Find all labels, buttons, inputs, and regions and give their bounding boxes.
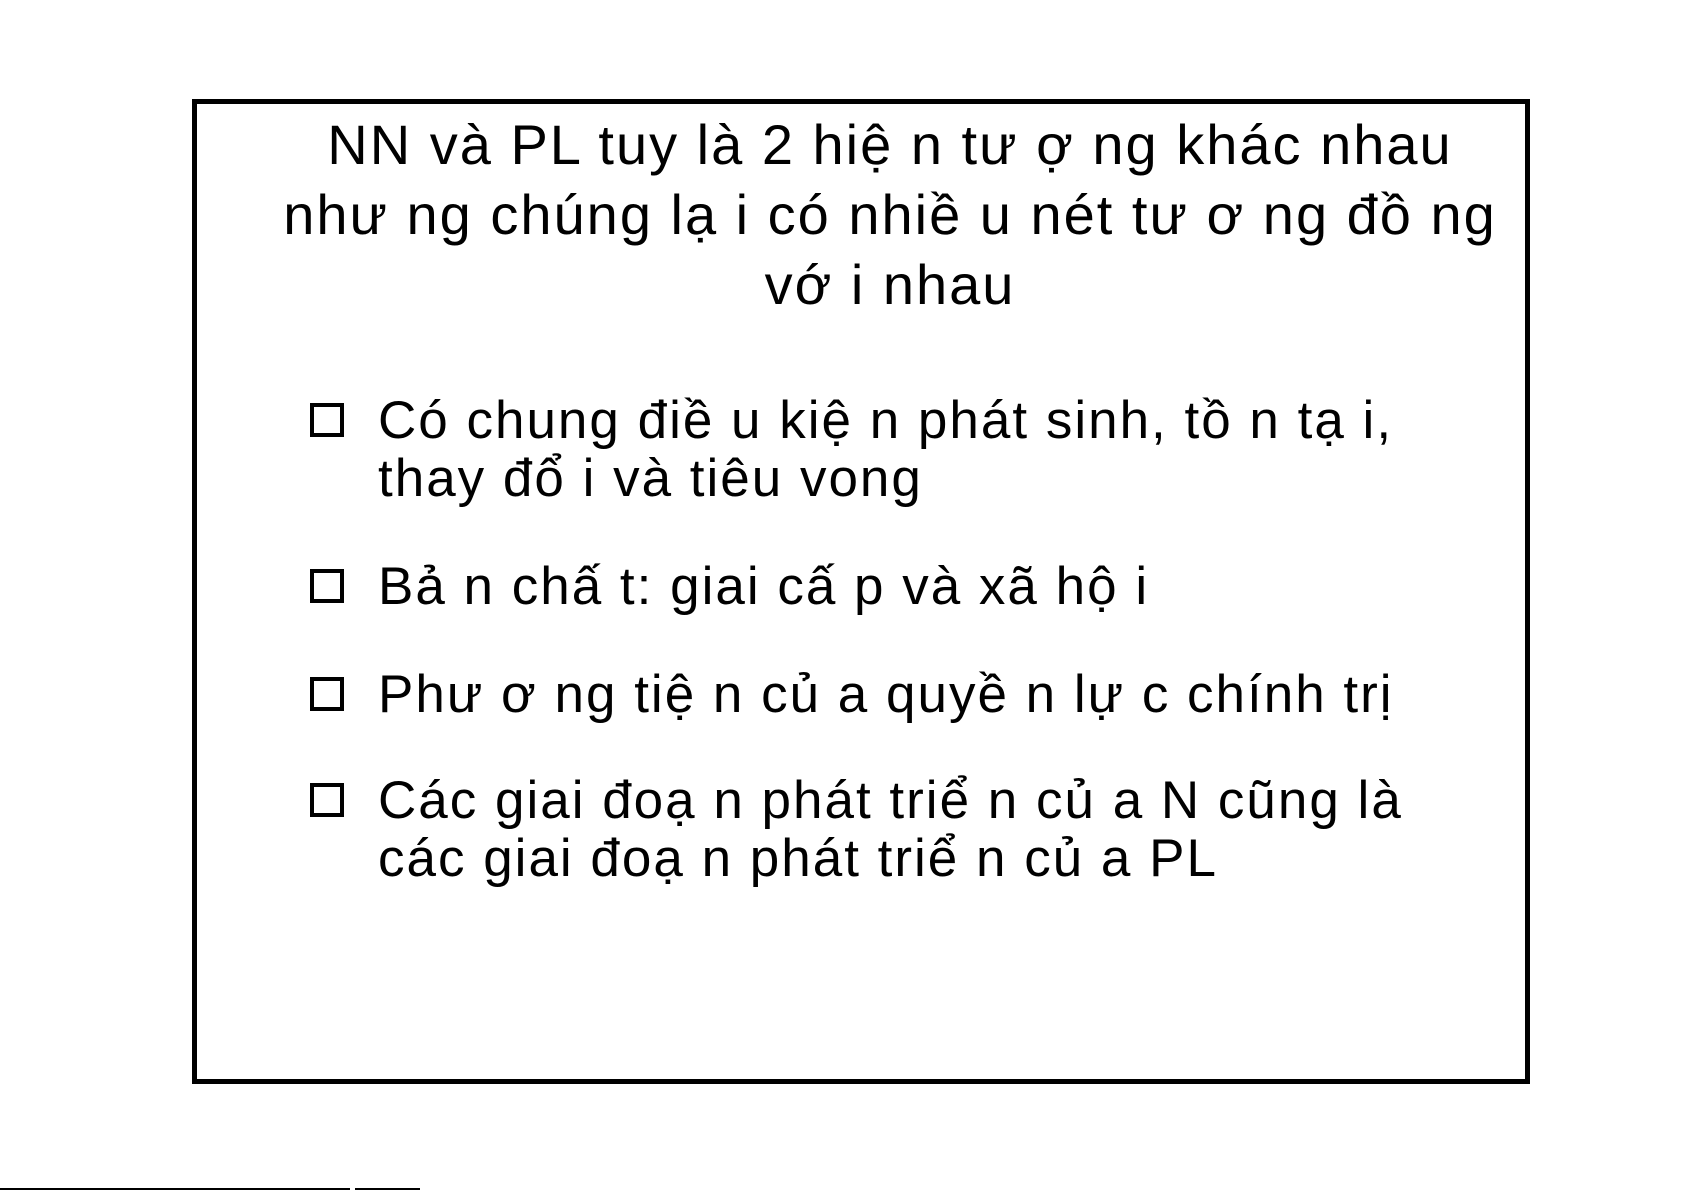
bullet-item-political-power bbox=[308, 666, 1508, 724]
bullet-line: các giai đoạ n phát triể n củ a PL bbox=[378, 829, 1218, 888]
empty-square-icon bbox=[310, 783, 344, 817]
slide-title-line-3: vớ i nhau bbox=[764, 253, 1016, 316]
bullet-line: Các giai đoạ n phát triể n củ a N cũng là bbox=[378, 771, 1403, 830]
footer-rule bbox=[0, 1188, 350, 1190]
bullet-item-nature bbox=[308, 558, 1508, 616]
slide-title bbox=[230, 110, 1550, 320]
bullet-text bbox=[378, 558, 1508, 616]
bullet-text bbox=[378, 666, 1508, 724]
slide-title-line-2: như ng chúng lạ i có nhiề u nét tư ơ ng đồ ng bbox=[283, 183, 1497, 246]
bullet-line: Có chung điề u kiệ n phát sinh, tồ n tạ i, bbox=[378, 391, 1394, 450]
slide-title-line-1: NN và PL tuy là 2 hiệ n tư ợ ng khác nhau bbox=[327, 113, 1453, 176]
bullet-line: Bả n chấ t: giai cấ p và xã hộ i bbox=[378, 557, 1150, 616]
bullet-text bbox=[378, 392, 1508, 508]
empty-square-icon bbox=[310, 677, 344, 711]
empty-square-icon bbox=[310, 403, 344, 437]
bullet-line: Phư ơ ng tiệ n củ a quyề n lự c chính trị bbox=[378, 665, 1394, 724]
bullet-list bbox=[308, 392, 1508, 938]
bullet-item-conditions bbox=[308, 392, 1508, 508]
bullet-item-development-stages bbox=[308, 772, 1508, 888]
empty-square-icon bbox=[310, 569, 344, 603]
footer-rule-short bbox=[355, 1188, 420, 1190]
bullet-line: thay đổ i và tiêu vong bbox=[378, 449, 923, 508]
bullet-text bbox=[378, 772, 1508, 888]
